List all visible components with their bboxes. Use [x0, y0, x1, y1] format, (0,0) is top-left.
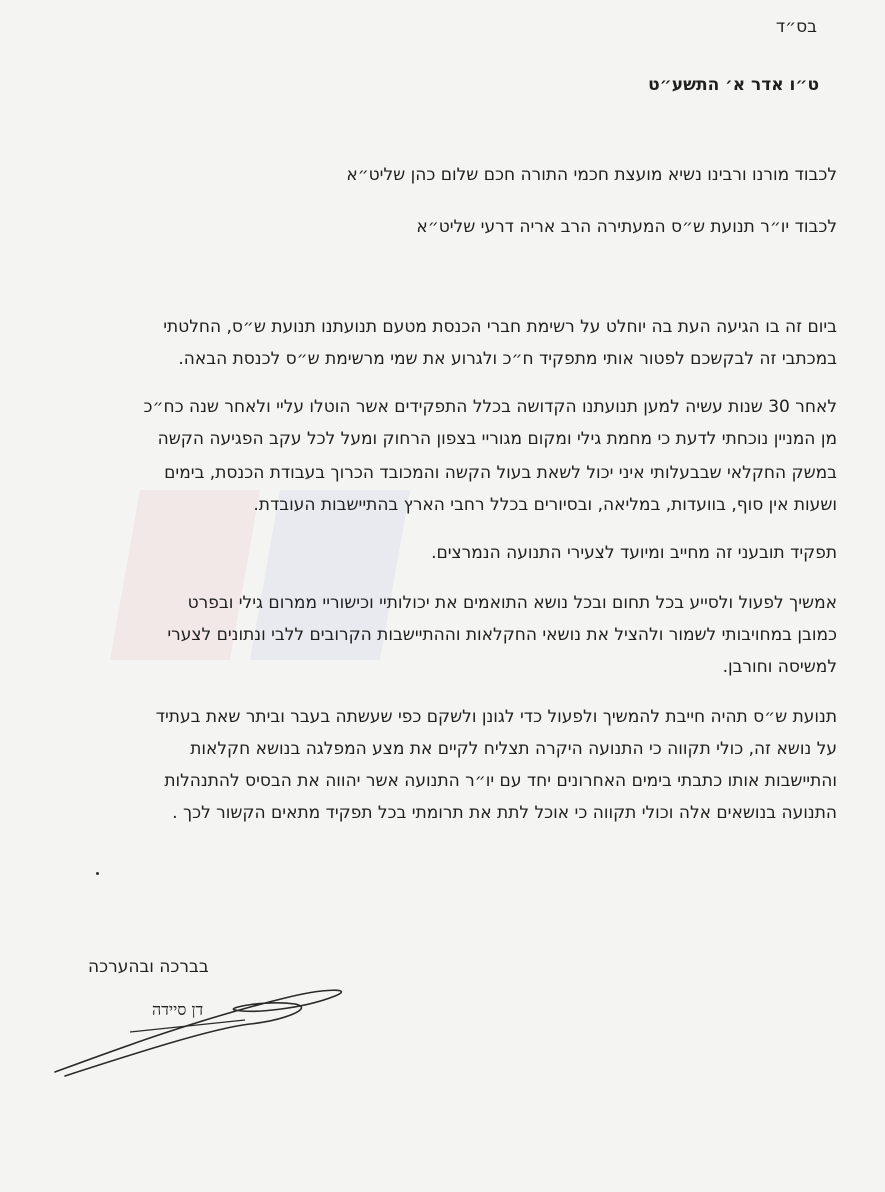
body-line: תנועת ש״ס תהיה חייבת להמשיך ולפעול כדי לגונן ולשקם כפי שעשתה בעבר וביתר שאת בעתיד	[155, 707, 837, 727]
body-line: במכתבי זה לבקשכם לפטור אותי מתפקיד ח״כ ולגרוע את שמי מרשימת ש״ס לכנסת הבאה.	[178, 349, 837, 369]
body-line: למשיסה וחורבן.	[722, 657, 837, 677]
bs-d-header: בס״ד	[775, 17, 817, 37]
recipient-line: לכבוד יו״ר תנועת ש״ס המעתירה הרב אריה דרעי שליט״א	[416, 217, 837, 237]
stray-dot	[96, 872, 99, 875]
body-line: מן המניין נוכחתי לדעת כי מחמת גילי ומקום מגוריי בצפון הרחוק ומעל לכל עקב הפגיעה הקשה	[157, 429, 837, 449]
body-line: במשק החקלאי שבבעלותי איני יכול לשאת בעול הקשה והמכובד הכרוך בעבודת הכנסת, בימים	[164, 463, 837, 483]
handwritten-signature	[35, 980, 365, 1080]
body-line: כמובן במחויבותי לשמור ולהציל את נושאי החקלאות וההתיישבות הקרובים ללבי ונתונים לצערי	[167, 625, 837, 645]
body-line: לאחר 30 שנות עשיה למען תנועתנו הקדושה בכלל התפקידים אשר הוטלו עליי ולאחר שנה כח״כ	[143, 397, 837, 417]
body-line: ביום זה בו הגיעה העת בה יוחלט על רשימת חברי הכנסת מטעם תנועתנו תנועת ש״ס, החלטתי	[163, 317, 837, 337]
body-line: תפקיד תובעני זה מחייב ומיועד לצעירי התנועה הנמרצים.	[431, 543, 837, 563]
body-line: והתיישבות אותו כתבתי בימים האחרונים יחד עם יו״ר התנועה אשר יהווה את הבסיס להתנהלות	[164, 771, 837, 791]
body-line: על נושא זה, כולי תקווה כי התנועה היקרה תצליח לקיים את מצע המפלגה בנושא חקלאות	[190, 739, 837, 759]
signature-name: דן סיידה	[152, 1000, 204, 1019]
body-line: אמשיך לפעול ולסייע בכל תחום ובכל נושא התואמים את יכולותיי וכישוריי ממרום גילי ובפרט	[187, 593, 837, 613]
closing-line: בברכה ובהערכה	[88, 957, 209, 977]
recipient-line: לכבוד מורנו ורבינו נשיא מועצת חכמי התורה חכם שלום כהן שליט״א	[346, 165, 837, 185]
letter-date: ט״ו אדר א׳ התשע״ט	[648, 75, 819, 95]
body-line: התנועה בנושאים אלה וכולי תקווה כי אוכל לתת את תרומתי בכל תפקיד מתאים הקשור לכך .	[172, 803, 837, 823]
body-line: ושעות אין סוף, בוועדות, במליאה, ובסיורים בכלל רחבי הארץ בהתיישבות העובדת.	[253, 495, 837, 515]
